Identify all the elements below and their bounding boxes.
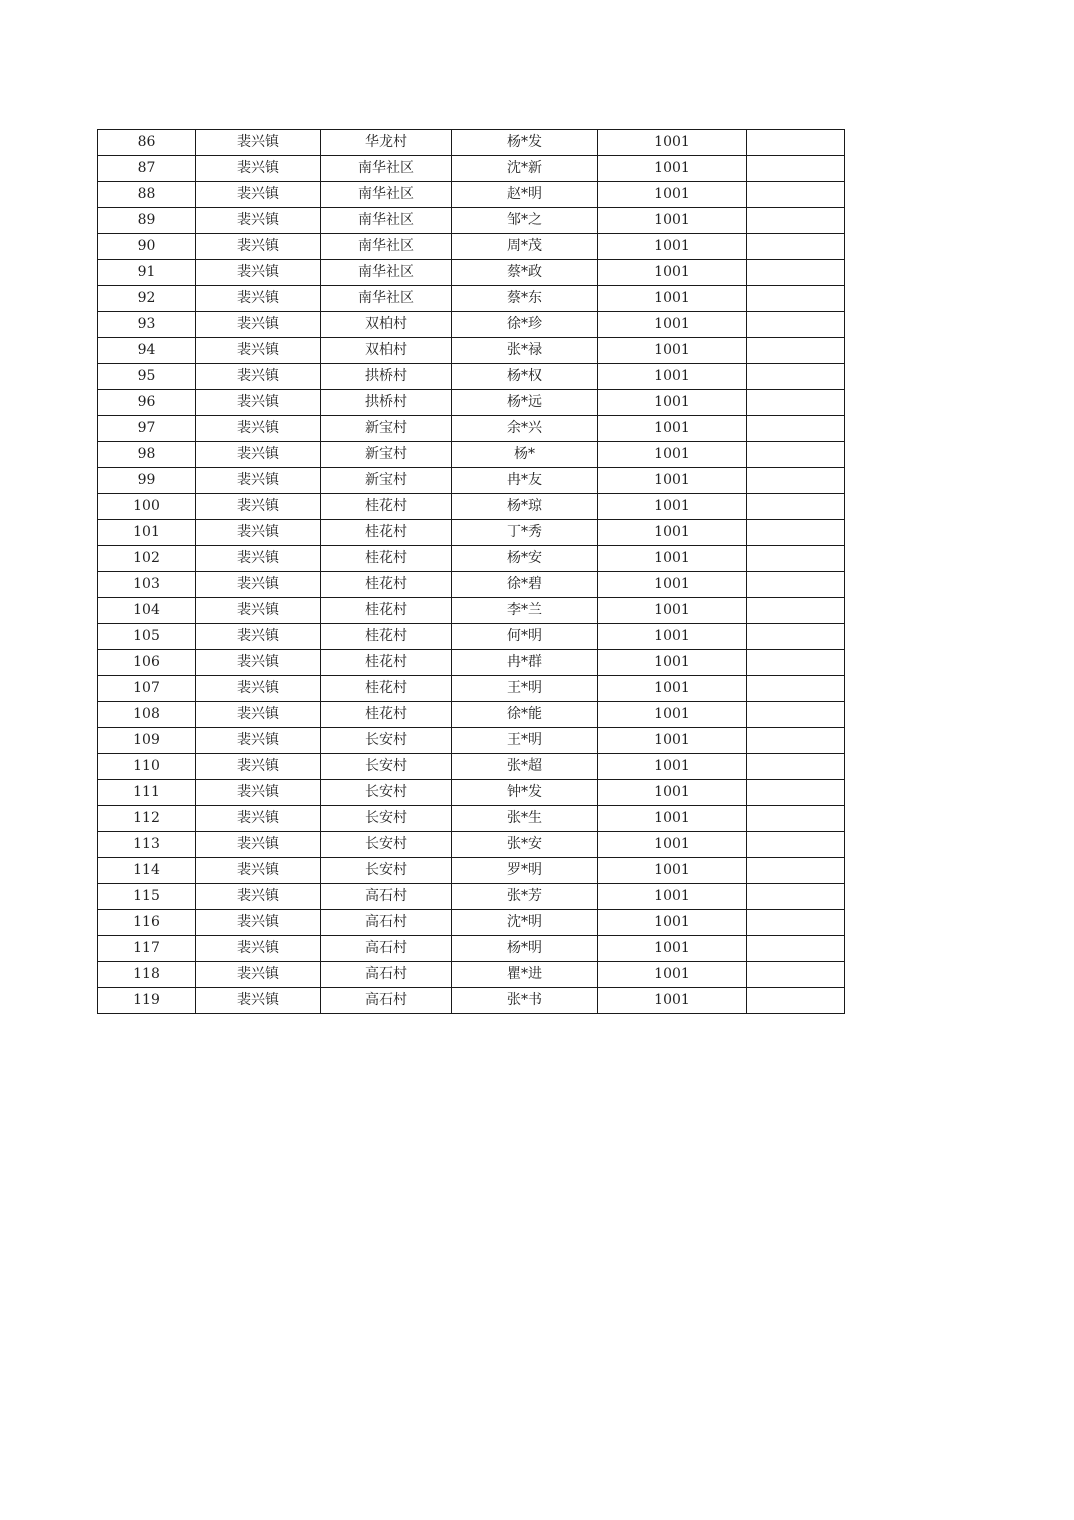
row-number-cell: 92 — [98, 286, 196, 312]
village-cell: 南华社区 — [321, 286, 452, 312]
row-number-cell: 110 — [98, 754, 196, 780]
village-cell: 南华社区 — [321, 234, 452, 260]
name-cell: 张*书 — [452, 988, 598, 1014]
table-row — [98, 988, 845, 1014]
name-cell: 沈*新 — [452, 156, 598, 182]
table-row — [98, 494, 845, 520]
remark-cell — [747, 234, 845, 260]
row-number-cell: 114 — [98, 858, 196, 884]
row-number-cell: 116 — [98, 910, 196, 936]
town-cell: 裴兴镇 — [196, 910, 321, 936]
row-number-cell: 106 — [98, 650, 196, 676]
town-cell: 裴兴镇 — [196, 338, 321, 364]
table-row — [98, 728, 845, 754]
town-cell: 裴兴镇 — [196, 182, 321, 208]
row-number-cell: 109 — [98, 728, 196, 754]
row-number-cell: 89 — [98, 208, 196, 234]
remark-cell — [747, 156, 845, 182]
row-number-cell: 119 — [98, 988, 196, 1014]
village-cell: 桂花村 — [321, 546, 452, 572]
name-cell: 徐*珍 — [452, 312, 598, 338]
amount-cell: 1001 — [598, 806, 747, 832]
village-cell: 拱桥村 — [321, 364, 452, 390]
town-cell: 裴兴镇 — [196, 884, 321, 910]
remark-cell — [747, 494, 845, 520]
town-cell: 裴兴镇 — [196, 286, 321, 312]
table-row — [98, 832, 845, 858]
amount-cell: 1001 — [598, 468, 747, 494]
town-cell: 裴兴镇 — [196, 962, 321, 988]
village-cell: 桂花村 — [321, 598, 452, 624]
remark-cell — [747, 312, 845, 338]
town-cell: 裴兴镇 — [196, 780, 321, 806]
village-cell: 拱桥村 — [321, 390, 452, 416]
amount-cell: 1001 — [598, 936, 747, 962]
table-row — [98, 546, 845, 572]
village-cell: 高石村 — [321, 962, 452, 988]
amount-cell: 1001 — [598, 624, 747, 650]
table-row — [98, 936, 845, 962]
name-cell: 瞿*进 — [452, 962, 598, 988]
town-cell: 裴兴镇 — [196, 832, 321, 858]
name-cell: 徐*碧 — [452, 572, 598, 598]
table-row — [98, 156, 845, 182]
name-cell: 王*明 — [452, 728, 598, 754]
village-cell: 南华社区 — [321, 156, 452, 182]
row-number-cell: 97 — [98, 416, 196, 442]
table-row — [98, 130, 845, 156]
amount-cell: 1001 — [598, 260, 747, 286]
town-cell: 裴兴镇 — [196, 312, 321, 338]
table-row — [98, 624, 845, 650]
amount-cell: 1001 — [598, 416, 747, 442]
town-cell: 裴兴镇 — [196, 208, 321, 234]
town-cell: 裴兴镇 — [196, 624, 321, 650]
amount-cell: 1001 — [598, 858, 747, 884]
town-cell: 裴兴镇 — [196, 728, 321, 754]
amount-cell: 1001 — [598, 520, 747, 546]
remark-cell — [747, 806, 845, 832]
name-cell: 钟*发 — [452, 780, 598, 806]
remark-cell — [747, 208, 845, 234]
row-number-cell: 87 — [98, 156, 196, 182]
row-number-cell: 88 — [98, 182, 196, 208]
table-row — [98, 780, 845, 806]
amount-cell: 1001 — [598, 494, 747, 520]
table-row — [98, 598, 845, 624]
town-cell: 裴兴镇 — [196, 130, 321, 156]
village-cell: 桂花村 — [321, 494, 452, 520]
amount-cell: 1001 — [598, 364, 747, 390]
remark-cell — [747, 416, 845, 442]
remark-cell — [747, 988, 845, 1014]
name-cell: 蔡*政 — [452, 260, 598, 286]
table-row — [98, 364, 845, 390]
village-cell: 长安村 — [321, 754, 452, 780]
table-row — [98, 338, 845, 364]
amount-cell: 1001 — [598, 312, 747, 338]
village-cell: 高石村 — [321, 936, 452, 962]
amount-cell: 1001 — [598, 234, 747, 260]
name-cell: 杨*琼 — [452, 494, 598, 520]
name-cell: 张*禄 — [452, 338, 598, 364]
amount-cell: 1001 — [598, 442, 747, 468]
town-cell: 裴兴镇 — [196, 234, 321, 260]
remark-cell — [747, 702, 845, 728]
name-cell: 周*茂 — [452, 234, 598, 260]
remark-cell — [747, 832, 845, 858]
remark-cell — [747, 780, 845, 806]
name-cell: 杨*远 — [452, 390, 598, 416]
amount-cell: 1001 — [598, 702, 747, 728]
amount-cell: 1001 — [598, 572, 747, 598]
name-cell: 杨*明 — [452, 936, 598, 962]
row-number-cell: 102 — [98, 546, 196, 572]
row-number-cell: 115 — [98, 884, 196, 910]
amount-cell: 1001 — [598, 832, 747, 858]
town-cell: 裴兴镇 — [196, 390, 321, 416]
row-number-cell: 107 — [98, 676, 196, 702]
amount-cell: 1001 — [598, 884, 747, 910]
table-row — [98, 702, 845, 728]
name-cell: 张*超 — [452, 754, 598, 780]
remark-cell — [747, 728, 845, 754]
village-cell: 高石村 — [321, 910, 452, 936]
remark-cell — [747, 468, 845, 494]
village-cell: 新宝村 — [321, 442, 452, 468]
town-cell: 裴兴镇 — [196, 936, 321, 962]
amount-cell: 1001 — [598, 988, 747, 1014]
town-cell: 裴兴镇 — [196, 806, 321, 832]
amount-cell: 1001 — [598, 728, 747, 754]
amount-cell: 1001 — [598, 598, 747, 624]
row-number-cell: 105 — [98, 624, 196, 650]
village-cell: 桂花村 — [321, 650, 452, 676]
village-cell: 高石村 — [321, 884, 452, 910]
town-cell: 裴兴镇 — [196, 468, 321, 494]
remark-cell — [747, 130, 845, 156]
village-cell: 长安村 — [321, 858, 452, 884]
row-number-cell: 104 — [98, 598, 196, 624]
village-cell: 新宝村 — [321, 468, 452, 494]
village-cell: 高石村 — [321, 988, 452, 1014]
row-number-cell: 95 — [98, 364, 196, 390]
name-cell: 徐*能 — [452, 702, 598, 728]
remark-cell — [747, 624, 845, 650]
village-cell: 双柏村 — [321, 338, 452, 364]
row-number-cell: 103 — [98, 572, 196, 598]
remark-cell — [747, 364, 845, 390]
village-cell: 桂花村 — [321, 702, 452, 728]
amount-cell: 1001 — [598, 676, 747, 702]
table-row — [98, 260, 845, 286]
row-number-cell: 101 — [98, 520, 196, 546]
village-cell: 长安村 — [321, 832, 452, 858]
table-row — [98, 910, 845, 936]
amount-cell: 1001 — [598, 182, 747, 208]
row-number-cell: 93 — [98, 312, 196, 338]
name-cell: 杨*安 — [452, 546, 598, 572]
amount-cell: 1001 — [598, 754, 747, 780]
town-cell: 裴兴镇 — [196, 494, 321, 520]
table-row — [98, 286, 845, 312]
name-cell: 冉*友 — [452, 468, 598, 494]
town-cell: 裴兴镇 — [196, 260, 321, 286]
village-cell: 华龙村 — [321, 130, 452, 156]
remark-cell — [747, 962, 845, 988]
remark-cell — [747, 910, 845, 936]
remark-cell — [747, 286, 845, 312]
remark-cell — [747, 572, 845, 598]
table-row — [98, 442, 845, 468]
remark-cell — [747, 338, 845, 364]
village-cell: 长安村 — [321, 728, 452, 754]
name-cell: 冉*群 — [452, 650, 598, 676]
table-row — [98, 208, 845, 234]
town-cell: 裴兴镇 — [196, 988, 321, 1014]
town-cell: 裴兴镇 — [196, 650, 321, 676]
table-row — [98, 806, 845, 832]
name-cell: 张*芳 — [452, 884, 598, 910]
remark-cell — [747, 442, 845, 468]
name-cell: 杨*权 — [452, 364, 598, 390]
name-cell: 蔡*东 — [452, 286, 598, 312]
town-cell: 裴兴镇 — [196, 598, 321, 624]
name-cell: 杨*发 — [452, 130, 598, 156]
village-cell: 桂花村 — [321, 520, 452, 546]
name-cell: 邹*之 — [452, 208, 598, 234]
name-cell: 李*兰 — [452, 598, 598, 624]
table-row — [98, 234, 845, 260]
town-cell: 裴兴镇 — [196, 858, 321, 884]
table-row — [98, 962, 845, 988]
remark-cell — [747, 182, 845, 208]
row-number-cell: 94 — [98, 338, 196, 364]
remark-cell — [747, 390, 845, 416]
row-number-cell: 112 — [98, 806, 196, 832]
row-number-cell: 118 — [98, 962, 196, 988]
table-row — [98, 182, 845, 208]
amount-cell: 1001 — [598, 130, 747, 156]
row-number-cell: 86 — [98, 130, 196, 156]
row-number-cell: 100 — [98, 494, 196, 520]
remark-cell — [747, 754, 845, 780]
row-number-cell: 98 — [98, 442, 196, 468]
village-cell: 南华社区 — [321, 208, 452, 234]
village-cell: 南华社区 — [321, 182, 452, 208]
village-cell: 长安村 — [321, 806, 452, 832]
village-cell: 南华社区 — [321, 260, 452, 286]
table-row — [98, 650, 845, 676]
table-row — [98, 572, 845, 598]
remark-cell — [747, 884, 845, 910]
table-row — [98, 520, 845, 546]
village-cell: 长安村 — [321, 780, 452, 806]
table-row — [98, 754, 845, 780]
amount-cell: 1001 — [598, 338, 747, 364]
town-cell: 裴兴镇 — [196, 364, 321, 390]
name-cell: 余*兴 — [452, 416, 598, 442]
row-number-cell: 108 — [98, 702, 196, 728]
remark-cell — [747, 598, 845, 624]
amount-cell: 1001 — [598, 780, 747, 806]
table-row — [98, 858, 845, 884]
table-body — [98, 130, 845, 1014]
name-cell: 何*明 — [452, 624, 598, 650]
amount-cell: 1001 — [598, 390, 747, 416]
row-number-cell: 90 — [98, 234, 196, 260]
row-number-cell: 113 — [98, 832, 196, 858]
row-number-cell: 96 — [98, 390, 196, 416]
table-row — [98, 676, 845, 702]
name-cell: 张*安 — [452, 832, 598, 858]
row-number-cell: 111 — [98, 780, 196, 806]
remark-cell — [747, 936, 845, 962]
town-cell: 裴兴镇 — [196, 702, 321, 728]
town-cell: 裴兴镇 — [196, 572, 321, 598]
row-number-cell: 99 — [98, 468, 196, 494]
remark-cell — [747, 676, 845, 702]
village-cell: 新宝村 — [321, 416, 452, 442]
town-cell: 裴兴镇 — [196, 520, 321, 546]
amount-cell: 1001 — [598, 208, 747, 234]
town-cell: 裴兴镇 — [196, 754, 321, 780]
table-row — [98, 884, 845, 910]
name-cell: 丁*秀 — [452, 520, 598, 546]
village-cell: 桂花村 — [321, 676, 452, 702]
town-cell: 裴兴镇 — [196, 546, 321, 572]
row-number-cell: 91 — [98, 260, 196, 286]
name-cell: 王*明 — [452, 676, 598, 702]
remark-cell — [747, 858, 845, 884]
name-cell: 罗*明 — [452, 858, 598, 884]
remark-cell — [747, 520, 845, 546]
amount-cell: 1001 — [598, 546, 747, 572]
table-row — [98, 416, 845, 442]
town-cell: 裴兴镇 — [196, 442, 321, 468]
name-cell: 张*生 — [452, 806, 598, 832]
amount-cell: 1001 — [598, 650, 747, 676]
table-row — [98, 468, 845, 494]
remark-cell — [747, 260, 845, 286]
village-cell: 桂花村 — [321, 572, 452, 598]
name-cell: 赵*明 — [452, 182, 598, 208]
village-cell: 桂花村 — [321, 624, 452, 650]
amount-cell: 1001 — [598, 962, 747, 988]
name-cell: 沈*明 — [452, 910, 598, 936]
table-row — [98, 312, 845, 338]
town-cell: 裴兴镇 — [196, 416, 321, 442]
remark-cell — [747, 650, 845, 676]
amount-cell: 1001 — [598, 286, 747, 312]
table-row — [98, 390, 845, 416]
row-number-cell: 117 — [98, 936, 196, 962]
village-cell: 双柏村 — [321, 312, 452, 338]
name-cell: 杨* — [452, 442, 598, 468]
amount-cell: 1001 — [598, 156, 747, 182]
town-cell: 裴兴镇 — [196, 676, 321, 702]
remark-cell — [747, 546, 845, 572]
town-cell: 裴兴镇 — [196, 156, 321, 182]
amount-cell: 1001 — [598, 910, 747, 936]
data-table — [97, 129, 845, 1014]
